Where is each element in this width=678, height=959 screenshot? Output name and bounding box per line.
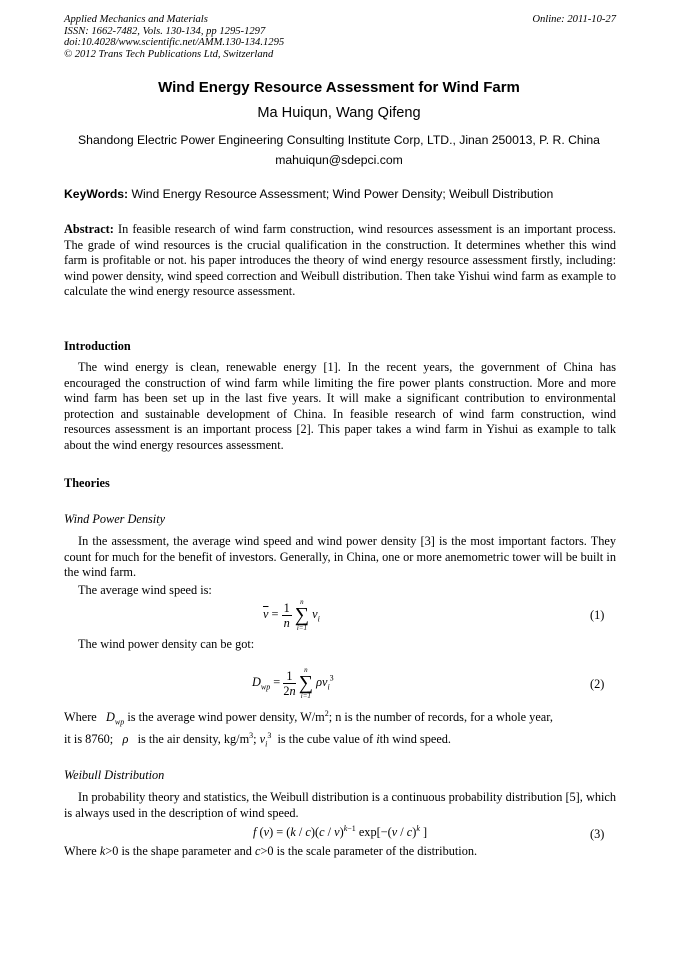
journal-name: Applied Mechanics and Materials [64, 14, 208, 25]
journal-copyright: © 2012 Trans Tech Publications Ltd, Switzerland [64, 48, 274, 60]
paper-authors: Ma Huiqun, Wang Qifeng [257, 105, 421, 121]
introduction-heading: Introduction [64, 339, 131, 353]
weibull-subheading: Weibull Distribution [64, 768, 165, 782]
journal-doi: doi:10.4028/www.scientific.net/AMM.130-134.1295 [64, 37, 285, 49]
wpd-subheading: Wind Power Density [64, 512, 166, 526]
where-line-2: it is 8760; ρ is the air density, $kg/m^3$; $v_i^3$ is the cube value of ith wind speed. [64, 731, 452, 749]
weibull-where: Where k>0 is the shape parameter and c>0 is the scale parameter of the distribution. [64, 844, 478, 858]
abstract-text: In feasible research of wind farm construction, wind resources assessment is an important process. The grade of wind resources is the crucial qualification in the construction. It determines whether this wind farm is profitable or not. his paper introduces the theory of wind energy resource assessment firstly, including: wind power density, wind speed correction and Weibull distribution. Then take Yishui wind farm as example to calculate the wind energy resource assessment. [64, 222, 617, 299]
weibull-text: In probability theory and statistics, the Weibull distribution is a continuous probability distribution [5], which is always used in the description of wind speed. [64, 790, 616, 820]
keywords-text: Wind Energy Resource Assessment; Wind Power Density; Weibull Distribution [131, 187, 554, 201]
paper-affiliation: Shandong Electric Power Engineering Consulting Institute Corp, LTD., Jinan 250013, P. R. China [78, 133, 600, 147]
where-line-1: Where $D_{wp}$ is the average wind power density, $W/m^2$; n is the number of records, for a whole year, [64, 709, 553, 727]
online-date: Online: 2011-10-27 [532, 14, 616, 25]
equation-3: f (v) = (k / c)(c / v)$^{k-1}$ exp[−(v / c)$^k$ ] [253, 824, 428, 840]
journal-issn: ISSN: 1662-7482, Vols. 130-134, pp 1295-1297 [64, 25, 266, 37]
keywords-label: KeyWords: [64, 187, 129, 201]
equation-2: $D_{wp}$ = $\frac{1}{2n}$ n ∑ i=1 $\rho v_i^3$ [252, 666, 334, 700]
journal-header [64, 14, 616, 60]
author-email: mahuiqun@sdepci.com [275, 153, 403, 167]
equation-2-number: (2) [590, 677, 605, 691]
equation-3-number: (3) [590, 827, 605, 841]
abstract [64, 222, 616, 300]
introduction-text: The wind energy is clean, renewable energy [1]. In the recent years, the government of China has encouraged the construction of wind farm while limiting the fire power plants construction. More and more wind farm has been set up in the last five years. It will make a significant contribution to environmental protection and sustainable development of China. In feasible research of wind farm construction, wind resources assessment is an important process [2]. This paper takes a wind farm in Yishui as example to talk about the wind energy resources assessment. [64, 360, 616, 452]
paper-title: Wind Energy Resource Assessment for Wind Farm [158, 79, 520, 96]
keywords [64, 187, 616, 201]
abstract-label: Abstract: [64, 222, 114, 236]
theories-heading: Theories [64, 476, 110, 490]
equation-1-number: (1) [590, 608, 605, 622]
equation-1: $\overline{v}$ = $\frac{1}{n}$ n ∑ i=1 $v_i$ [263, 598, 320, 632]
density-intro: The wind power density can be got: [78, 637, 255, 651]
avg-speed-intro: The average wind speed is: [78, 583, 212, 597]
wpd-text: In the assessment, the average wind speed and wind power density [3] is the most important factors. They count for much for the benefit of investors. Generally, in China, one or more anemometric tower will be built in the wind farm. [64, 534, 616, 580]
